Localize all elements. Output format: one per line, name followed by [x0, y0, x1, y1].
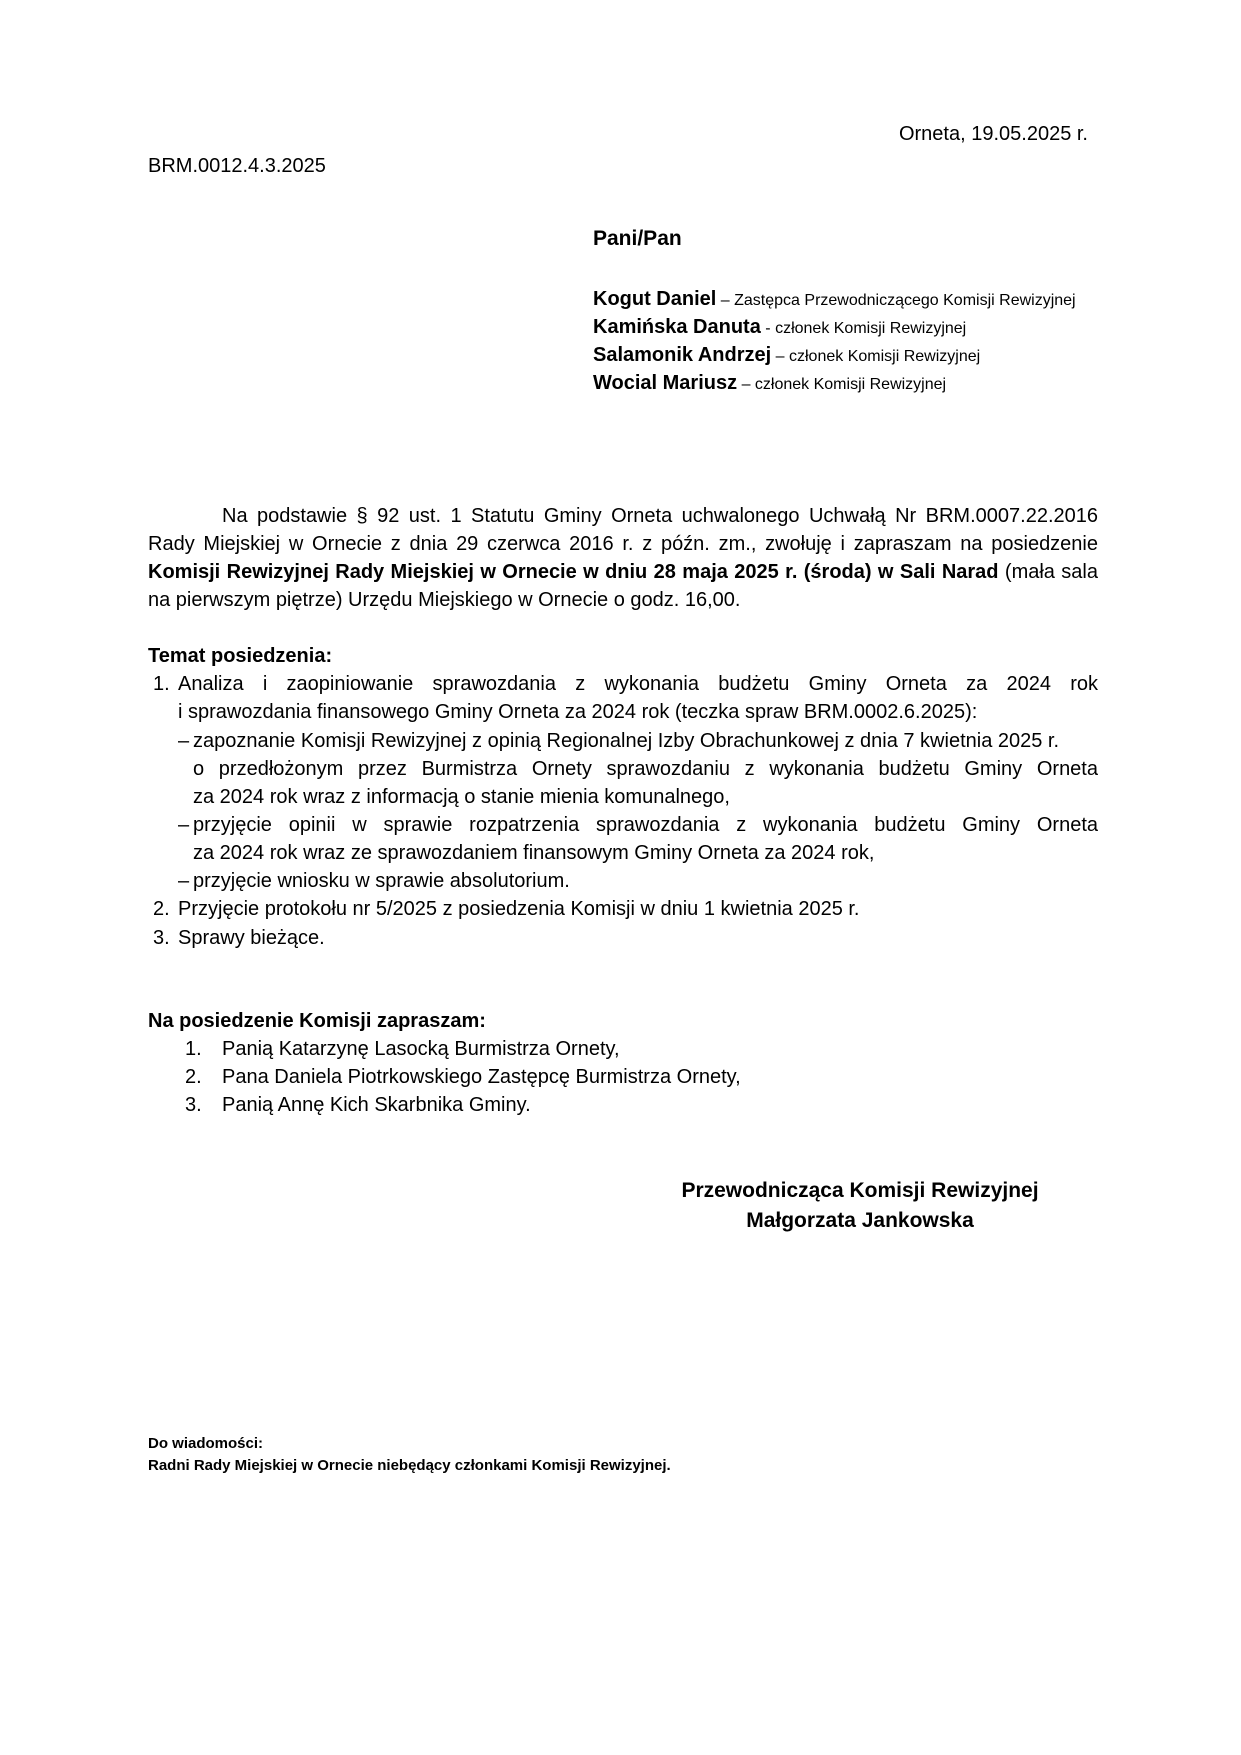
signature-name: Małgorzata Jankowska	[746, 1209, 974, 1232]
agenda-subitem-text: zapoznanie Komisji Rewizyjnej z opinią Regionalnej Izby Obrachunkowej z dnia 7 kwietnia 2025 r.	[193, 730, 1060, 752]
invited-person: Panią Annę Kich Skarbnika Gminy.	[222, 1094, 531, 1116]
addressee-row	[593, 313, 966, 343]
addressee-name: Kogut Daniel	[593, 288, 717, 310]
body-line	[148, 558, 1098, 586]
invited-number: 3.	[185, 1094, 202, 1116]
body-line-rest: (mała sala	[998, 561, 1098, 583]
addressee-role: – członek Komisji Rewizyjnej	[771, 348, 981, 365]
place-date: Orneta, 19.05.2025 r.	[898, 123, 1088, 145]
dash-bullet: –	[178, 870, 190, 892]
signature-title: Przewodnicząca Komisji Rewizyjnej	[681, 1179, 1039, 1202]
agenda-subitem-text: przyjęcie opinii w sprawie rozpatrzenia sprawozdania z wykonania budżetu Gminy Orneta	[193, 814, 1098, 836]
body-line: Rady Miejskiej w Ornecie z dnia 29 czerwca 2016 r. z późn. zm., zwołuję i zapraszam na posiedzenie	[148, 533, 1098, 555]
invited-person: Pana Daniela Piotrkowskiego Zastępcę Burmistrza Ornety,	[222, 1066, 741, 1088]
addressee-role: – Zastępca Przewodniczącego Komisji Rewizyjnej	[716, 292, 1076, 309]
dash-bullet: –	[178, 814, 190, 836]
addressee-row	[593, 341, 980, 371]
meeting-details: Komisji Rewizyjnej Rady Miejskiej w Ornecie w dniu 28 maja 2025 r. (środa) w Sali Narad	[148, 561, 999, 583]
addressee-name: Wocial Mariusz	[593, 372, 738, 394]
agenda-subitem-text: o przedłożonym przez Burmistrza Ornety sprawozdaniu z wykonania budżetu Gminy Orneta	[193, 758, 1098, 780]
addressee-role: - członek Komisji Rewizyjnej	[760, 320, 967, 337]
invited-number: 1.	[185, 1038, 202, 1060]
reference-number: BRM.0012.4.3.2025	[148, 155, 326, 177]
invited-number: 2.	[185, 1066, 202, 1088]
addressee-row	[593, 285, 1076, 315]
agenda-item-text: Analiza i zaopiniowanie sprawozdania z wykonania budżetu Gminy Orneta za 2024 rok	[178, 673, 1098, 695]
body-line: Na podstawie § 92 ust. 1 Statutu Gminy Orneta uchwalonego Uchwałą Nr BRM.0007.22.2016	[222, 505, 1098, 527]
agenda-item-number: 1.	[153, 673, 170, 695]
agenda-subitem-text: przyjęcie wniosku w sprawie absolutorium.	[193, 870, 570, 892]
agenda-subitem-text: za 2024 rok wraz z informacją o stanie mienia komunalnego,	[193, 786, 730, 808]
addressee-role: – członek Komisji Rewizyjnej	[737, 376, 947, 393]
agenda-item-number: 3.	[153, 927, 170, 949]
body-line: na pierwszym piętrze) Urzędu Miejskiego w Ornecie o godz. 16,00.	[148, 589, 741, 611]
salutation: Pani/Pan	[593, 227, 682, 250]
addressee-row	[593, 369, 946, 399]
invited-person: Panią Katarzynę Lasocką Burmistrza Ornety,	[222, 1038, 620, 1060]
dash-bullet: –	[178, 730, 190, 752]
addressee-name: Kamińska Danuta	[593, 316, 761, 338]
agenda-heading: Temat posiedzenia:	[148, 645, 333, 667]
agenda-item-text: Sprawy bieżące.	[178, 927, 325, 949]
agenda-item-text: Przyjęcie protokołu nr 5/2025 z posiedzenia Komisji w dniu 1 kwietnia 2025 r.	[178, 898, 860, 920]
agenda-subitem-text: za 2024 rok wraz ze sprawozdaniem finansowym Gminy Orneta za 2024 rok,	[193, 842, 875, 864]
footer-heading: Do wiadomości:	[148, 1435, 264, 1452]
footer-recipients: Radni Rady Miejskiej w Ornecie niebędący członkami Komisji Rewizyjnej.	[148, 1457, 671, 1474]
agenda-item-text: i sprawozdania finansowego Gminy Orneta za 2024 rok (teczka spraw BRM.0002.6.2025):	[178, 701, 978, 723]
invited-heading: Na posiedzenie Komisji zapraszam:	[148, 1010, 486, 1032]
agenda-item-number: 2.	[153, 898, 170, 920]
addressee-name: Salamonik Andrzej	[593, 344, 772, 366]
